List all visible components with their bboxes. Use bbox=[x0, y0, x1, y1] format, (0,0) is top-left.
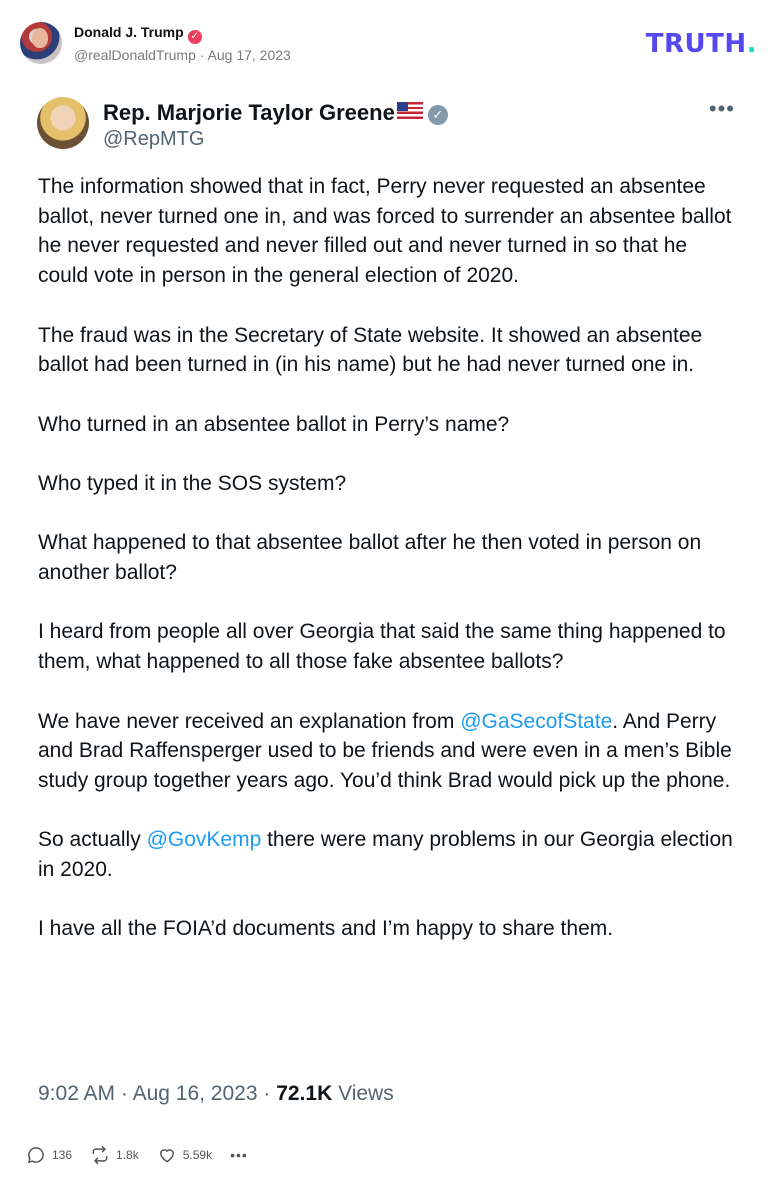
more-actions-button[interactable]: ••• bbox=[230, 1147, 248, 1163]
reply-button[interactable] bbox=[26, 1145, 72, 1165]
mention-govkemp: @GovKemp bbox=[146, 828, 262, 852]
text-segment: So actually bbox=[38, 828, 147, 852]
action-bar bbox=[26, 1144, 248, 1166]
tweet-paragraph: Who typed it in the SOS system? bbox=[38, 471, 347, 495]
views-label: Views bbox=[332, 1082, 394, 1105]
views-count: 72.1K bbox=[276, 1082, 333, 1105]
tweet-author-name-row bbox=[103, 100, 448, 126]
us-flag-icon bbox=[397, 102, 423, 119]
author-avatar[interactable] bbox=[20, 22, 62, 64]
tweet-date: Aug 16, 2023 bbox=[132, 1082, 258, 1105]
tweet-paragraph: Who turned in an absentee ballot in Perry’s name? bbox=[38, 412, 510, 436]
tweet-paragraph bbox=[38, 825, 743, 884]
text-segment: there were many problems in our Georgia election in 2020. bbox=[38, 828, 733, 882]
heart-icon bbox=[157, 1145, 177, 1165]
truth-logo bbox=[646, 29, 757, 59]
author-name-row[interactable] bbox=[74, 24, 202, 44]
embedded-tweet-image[interactable] bbox=[20, 82, 757, 1127]
tweet-paragraph bbox=[38, 707, 743, 796]
post-meta bbox=[74, 47, 291, 63]
tweet-paragraph: I heard from people all over Georgia that said the same thing happened to them, what happened to all those fake absentee ballots? bbox=[38, 620, 726, 674]
mention-gasecofstate: @GaSecofState bbox=[460, 709, 613, 733]
tweet-footer bbox=[38, 1082, 394, 1106]
meta-separator: · bbox=[195, 47, 208, 63]
logo-text: TRUTH bbox=[645, 29, 747, 59]
tweet-paragraph: The fraud was in the Secretary of State website. It showed an absentee ballot had been turned in (in his name) but he had never turned one in. bbox=[38, 323, 703, 377]
gray-check-badge-icon: ✓ bbox=[428, 105, 448, 125]
more-options-icon: ••• bbox=[708, 96, 735, 121]
tweet-author-handle: @RepMTG bbox=[103, 128, 205, 150]
tweet-paragraph: I have all the FOIA’d documents and I’m happy to share them. bbox=[38, 917, 614, 941]
tweet-paragraph: What happened to that absentee ballot after he then voted in person on another ballot? bbox=[38, 531, 702, 585]
like-button[interactable] bbox=[157, 1145, 212, 1165]
like-count: 5.59k bbox=[182, 1148, 213, 1162]
reply-icon bbox=[26, 1145, 46, 1165]
reply-count: 136 bbox=[52, 1148, 73, 1162]
verified-badge-icon: ✓ bbox=[188, 30, 202, 44]
retruth-icon bbox=[90, 1145, 110, 1165]
tweet-text bbox=[38, 172, 743, 974]
text-segment: We have never received an explanation from bbox=[38, 709, 461, 733]
post-date[interactable]: Aug 17, 2023 bbox=[207, 47, 291, 63]
author-handle[interactable]: @realDonaldTrump bbox=[74, 47, 196, 63]
tweet-paragraph: The information showed that in fact, Perry never requested an absentee ballot, never turned one in, and was forced to surrender an absentee ballot he never requested and never filled out and never turned in so that he could vote in person in the general election of 2020. bbox=[38, 175, 732, 288]
author-name[interactable]: Donald J. Trump bbox=[74, 24, 184, 40]
retruth-count: 1.8k bbox=[116, 1148, 139, 1162]
tweet-time: 9:02 AM bbox=[38, 1082, 116, 1105]
retruth-button[interactable] bbox=[90, 1145, 139, 1165]
post-header bbox=[20, 20, 760, 66]
footer-separator: · bbox=[115, 1082, 133, 1105]
tweet-author-avatar bbox=[37, 97, 89, 149]
tweet-author-name: Rep. Marjorie Taylor Greene bbox=[103, 100, 395, 125]
logo-dot: . bbox=[746, 29, 757, 59]
text-segment: . And Perry and Brad Raffensperger used to be friends and were even in a men’s Bible study group together years ago. You’d think Brad would pick up the phone. bbox=[38, 709, 732, 792]
footer-separator: · bbox=[257, 1082, 277, 1105]
